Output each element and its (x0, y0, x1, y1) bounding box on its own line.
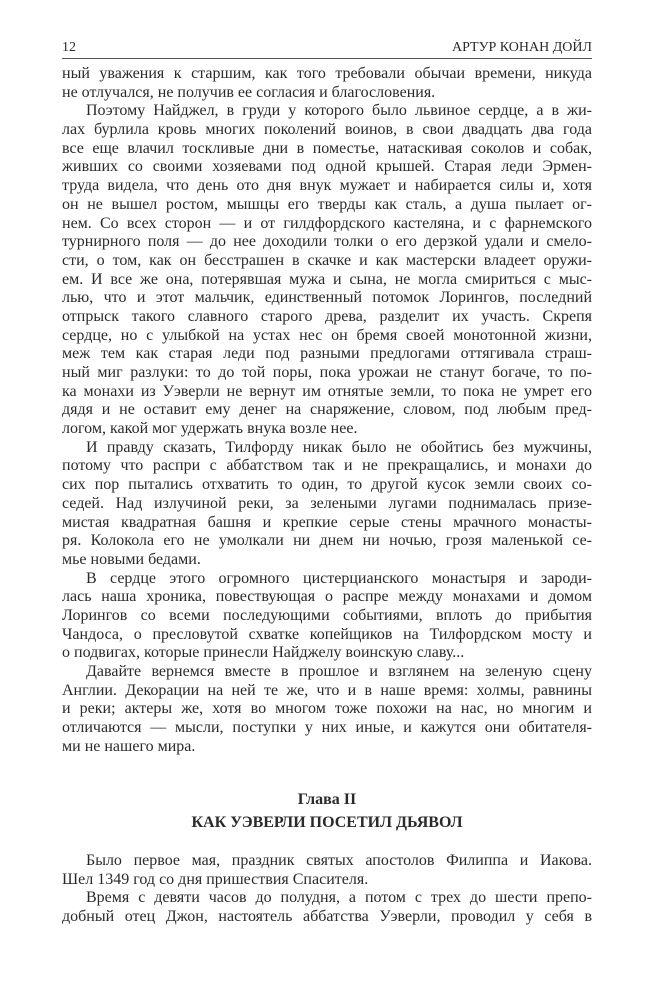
text-line: потому что распри с аббатством так и не прекращались, и монахи до (62, 457, 592, 475)
text-line: Чандоса, о пресловутой схватке копейщиков на Тилфордском мосту и (62, 625, 592, 643)
text-line: отпрыск такого славного старого древа, разделит их участь. Скрепя (62, 307, 592, 325)
text-line: Давайте вернемся вместе в прошлое и взглянем на зеленую сцену (86, 663, 592, 680)
text-line: нем. Со всех сторон — и от гилдфордского кастеляна, и с фарнемского (62, 214, 592, 232)
text-line: сих пор пытались отхватить то один, то другой кусок земли своих со- (62, 476, 592, 494)
text-line: ем. И все же она, потерявшая мужа и сына, не могла смириться с мыс- (62, 270, 592, 288)
text-line: Было первое мая, праздник святых апостолов Филиппа и Иакова. (86, 852, 592, 869)
text-line: труда видела, что день ото дня внук мужает и набирается силы и, хотя (62, 177, 592, 195)
paragraph (62, 570, 592, 663)
text-line: добный отец Джон, настоятель аббатства Уэверли, проводил у себя в (62, 908, 592, 926)
paragraph (62, 663, 592, 756)
chapter-body-text (62, 852, 592, 927)
text-line: и реки; актеры же, хотя во многом тоже похожи на нас, но многим и (62, 700, 592, 718)
text-line: Англии. Декорации на ней те же, что и в наше время: холмы, равнины (62, 681, 592, 699)
paragraph (62, 852, 592, 889)
text-line: сердце, но с улыбкой на устах нес он бремя своей монотонной жизни, (62, 326, 592, 344)
chapter-label: Глава II (297, 791, 357, 808)
page-number: 12 (62, 40, 76, 55)
text-line: отличаются — мысли, поступки у них иные, и кажутся они обитателя- (62, 719, 592, 737)
text-line: не отлучался, не получив ее согласия и благословения. (62, 83, 436, 101)
text-line: лью, что и этот мальчик, единственный потомок Лорингов, последний (62, 289, 592, 307)
text-line: все еще влачил тоскливые дни в поместье, натаскивая соколов и собак, (62, 139, 592, 157)
text-line: В сердце этого огромного цистерцианского монастыря и зароди- (86, 569, 592, 587)
text-line: Шел 1349 год со дня пришествия Спасителя. (62, 870, 369, 888)
text-line: турнирного поля — до нее доходили толки о его дерзкой удали и смело- (62, 233, 592, 251)
text-line: ми не нашего мира. (62, 737, 196, 755)
text-line: меж тем как старая леди под разными предлогами оттягивала страш- (62, 345, 592, 363)
text-line: ря. Колокола его не умолкали ни днем ни ночью, грозя маленькой се- (62, 532, 592, 550)
text-line: о подвигах, которые принесли Найджелу воинскую славу... (62, 644, 465, 662)
text-line: ный уважения к старшим, как того требовали обычаи времени, никуда (62, 65, 592, 82)
paragraph (62, 889, 592, 926)
text-line: ка монахи из Уэверли не вернут им отнятые земли, то пока не умрет его (62, 382, 592, 400)
header-rule (62, 58, 592, 59)
text-line: ный миг разлуки: то до той поры, пока урожаи не станут богаче, то по- (62, 364, 592, 381)
text-line: Время с девяти часов до полудня, а потом с трех до шести препо- (86, 889, 592, 907)
text-line: Лорингов со всеми последующими событиями, вплоть до прибытия (62, 606, 592, 624)
text-line: он не вышел ростом, мышцы его тверды как сталь, а душа пылает ог- (62, 195, 592, 213)
text-line: дядя и не оставит ему денег на снаряжение, словом, под любым пред- (62, 401, 592, 419)
text-line: мистая квадратная башня и крепкие серые стены мрачного монасты- (62, 513, 592, 531)
paragraph (62, 65, 592, 102)
paragraph (62, 439, 592, 570)
chapter-title: КАК УЭВЕРЛИ ПОСЕТИЛ ДЬЯВОЛ (191, 814, 463, 831)
text-line: Поэтому Найджел, в груди у которого было львиное сердце, а в жи- (86, 102, 592, 120)
text-line: сти, о том, как он бесстрашен в скачке и как мастерски владеет оружи- (62, 251, 592, 269)
body-text (62, 65, 592, 756)
paragraph (62, 102, 592, 438)
text-line: И правду сказать, Тилфорду никак было не обойтись без мужчины, (86, 438, 592, 456)
text-line: седей. Над излучиной реки, за зелеными лугами поднималась призе- (62, 494, 592, 512)
text-line: лах бурлила кровь многих поколений воинов, в свои двадцать два года (62, 121, 592, 139)
running-title: АРТУР КОНАН ДОЙЛ (451, 40, 592, 55)
text-line: логом, какой мог удержать внука возле нее. (62, 420, 358, 438)
running-header (62, 36, 592, 56)
text-line: живших со своими хозяевами под одной крышей. Старая леди Эрмен- (62, 158, 592, 176)
text-line: мье новыми бедами. (62, 550, 201, 568)
text-line: лась наша хроника, повествующая о распре между монахами и домом (62, 588, 592, 606)
